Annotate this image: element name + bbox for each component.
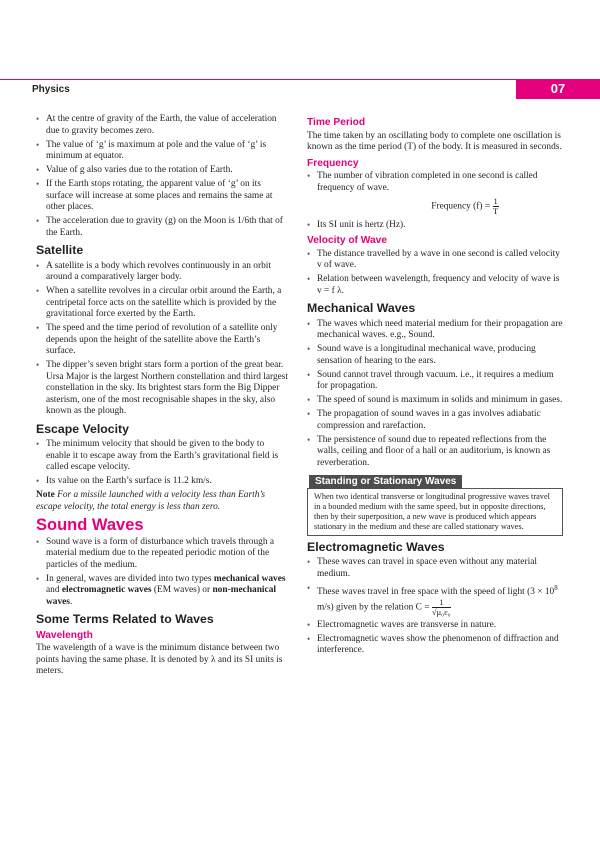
formula-label: Frequency (f) =	[431, 201, 491, 212]
list-item: • Electromagnetic waves show the phenomenon of diffraction and interference.	[307, 634, 563, 657]
sound-list	[36, 537, 290, 609]
text-run: .	[69, 596, 73, 607]
list-item: • Electromagnetic waves are transverse in nature.	[307, 620, 563, 632]
note-text: For a missile launched with a velocity less than Earth’s escape velocity, the total energy is less than zero.	[36, 490, 265, 512]
gravity-list	[36, 114, 290, 239]
list-item: • The waves which need material medium for their propagation are mechanical waves. e.g., Sound.	[307, 319, 563, 342]
formula-fraction	[493, 197, 499, 216]
velocity-list	[307, 249, 563, 298]
list-item: • The number of vibration completed in one second is called frequency of wave.	[307, 171, 563, 194]
subject-label: Physics	[32, 84, 70, 95]
formula-numerator: 1	[493, 195, 498, 206]
escape-velocity-heading: Escape Velocity	[36, 421, 129, 436]
escape-list	[36, 439, 290, 488]
list-item: • Its SI unit is hertz (Hz).	[307, 220, 563, 232]
text-run: In general, waves are divided into two types	[46, 573, 212, 584]
list-item: • The propagation of sound waves in a gas involves adiabatic compression and rarefaction.	[307, 409, 563, 432]
frequency-heading: Frequency	[307, 157, 359, 169]
right-column	[307, 117, 563, 659]
formula-numerator: 1	[432, 598, 451, 608]
left-column	[36, 114, 290, 680]
em-waves-heading: Electromagnetic Waves	[307, 539, 445, 554]
text-run: These waves travel in free space with the speed of light (3 × 10	[317, 586, 555, 597]
list-item: • These waves can travel in space even without any material medium.	[307, 557, 563, 580]
stationary-waves-box	[307, 475, 563, 536]
list-item: • The acceleration due to gravity (g) on the Moon is 1/6th that of the Earth.	[36, 216, 290, 239]
list-item: • The dipper’s seven bright stars form a portion of the great bear. Ursa Major is the largest Northern constellation and third largest constellation in the sky. Its brightest stars form the Big Dipper asterism, one of the most recognisable shapes in the sky, also known as the plough.	[36, 360, 290, 418]
list-item: • Sound cannot travel through vacuum. i.e., it requires a medium for propagation.	[307, 370, 563, 393]
list-item: • A satellite is a body which revolves continuously in an orbit around a comparatively larger body.	[36, 261, 290, 284]
text-run: (EM waves) or	[153, 585, 211, 595]
bold-term: non-mechanical waves	[46, 585, 276, 607]
list-item: • The persistence of sound due to repeated reflections from the walls, ceiling and floor of a hall or an auditorium, is known as reverberation.	[307, 435, 563, 470]
formula-denominator: T	[493, 205, 499, 216]
speed-formula-fraction	[432, 598, 451, 617]
terms-heading: Some Terms Related to Waves	[36, 612, 214, 626]
list-item: • The distance travelled by a wave in one second is called velocity v of wave.	[307, 249, 563, 272]
formula-denominator: √μ₀ε₀	[431, 607, 451, 618]
bold-term: electromagnetic waves	[61, 585, 152, 595]
sound-waves-heading: Sound Waves	[36, 516, 144, 534]
list-item: • The minimum velocity that should be given to the body to enable it to escape away from the Earth’s gravitational field is called escape velocity.	[36, 439, 290, 474]
text-run: and	[46, 585, 60, 595]
satellite-heading: Satellite	[36, 243, 84, 257]
velocity-heading: Velocity of Wave	[307, 235, 388, 246]
frequency-unit-list	[307, 220, 563, 232]
list-item: • Relation between wavelength, frequency and velocity of wave is v = f λ.	[307, 274, 563, 297]
escape-note	[36, 490, 290, 513]
frequency-list	[307, 171, 563, 194]
list-item: • The speed and the time period of revolution of a satellite only depends upon the height of the satellite above the Earth’s surface.	[36, 323, 290, 358]
list-item: • Sound wave is a form of disturbance which travels through a material medium due to the repeated periodic motion of the particles of the medium.	[36, 537, 290, 572]
wavelength-text: The wavelength of a wave is the minimum distance between two points having the same phase. It is denoted by λ and its SI units is meters.	[36, 643, 283, 676]
list-item	[36, 574, 290, 609]
list-item: • Value of g also varies due to the rotation of Earth.	[36, 165, 290, 177]
list-item: • Its value on the Earth’s surface is 11.2 km/s.	[36, 476, 290, 488]
bold-term: mechanical waves	[213, 573, 286, 584]
time-period-text: The time taken by an oscillating body to complete one oscillation is known as the time period (T) of the body. It is measured in seconds.	[307, 130, 562, 152]
mechanical-waves-heading: Mechanical Waves	[307, 301, 416, 315]
time-period-heading: Time Period	[307, 117, 366, 128]
satellite-list	[36, 261, 290, 418]
stationary-waves-text: When two identical transverse or longitudinal progressive waves travel in a bounded medium with the same speed, but in opposite directions, then by their superposition, a new wave is produced which appears stationary in the medium and these are called stationary waves.	[307, 488, 563, 536]
text-run: m/s) given by the relation C =	[317, 602, 430, 613]
note-label: Note	[36, 490, 55, 500]
list-item: • Sound wave is a longitudinal mechanical wave, producing sensation of hearing to the ears.	[307, 344, 563, 367]
header-rule	[0, 79, 600, 80]
list-item: • At the centre of gravity of the Earth, the value of acceleration due to gravity becomes zero.	[36, 114, 290, 137]
stationary-waves-title: Standing or Stationary Waves	[309, 475, 462, 489]
page-number: 07	[516, 79, 600, 99]
wavelength-heading: Wavelength	[36, 629, 93, 641]
list-item: • The value of ‘g’ is maximum at pole and the value of ‘g’ is minimum at equator.	[36, 140, 290, 163]
em-list	[307, 557, 563, 657]
mechanical-list	[307, 319, 563, 470]
list-item: • If the Earth stops rotating, the apparent value of ‘g’ on its surface will increase at some places and remains the same at other places.	[36, 179, 290, 214]
exponent: 8	[554, 583, 558, 592]
frequency-formula	[307, 197, 563, 216]
list-item	[307, 583, 563, 618]
list-item: • When a satellite revolves in a circular orbit around the Earth, a centripetal force acts on the satellite which is provided by the gravitational force exerted by the Earth.	[36, 286, 290, 321]
list-item: • The speed of sound is maximum in solids and minimum in gases.	[307, 395, 563, 407]
